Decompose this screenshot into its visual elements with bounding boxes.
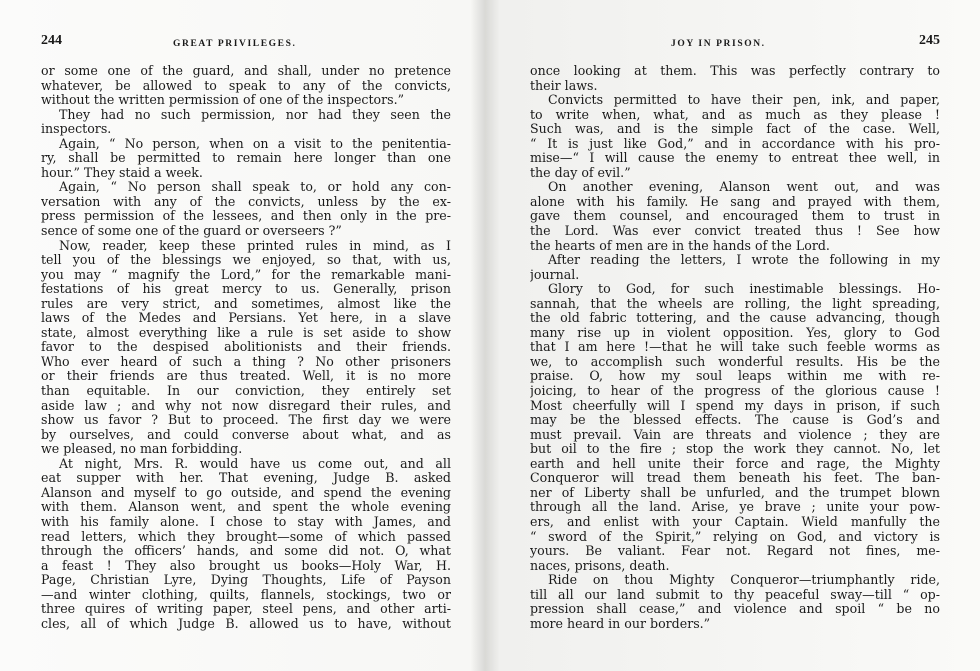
- right-page-number: 245: [919, 34, 940, 48]
- text-line: ry, shall be permitted to remain here longer than one: [41, 150, 451, 166]
- text-line: sence of some one of the guard or overseers ?”: [41, 223, 342, 239]
- text-line: yours. Be valiant. Fear not. Regard not fines, me-: [530, 543, 940, 559]
- text-line: They had no such permission, nor had they seen the: [59, 106, 451, 122]
- text-line: “ sword of the Spirit,” relying on God, and victory is: [530, 528, 940, 544]
- text-line: than equitable. In our conviction, they entirely set: [41, 383, 451, 399]
- right-page-body: [530, 64, 940, 631]
- text-line: through all the land. Arise, ye brave ; unite your pow-: [530, 499, 940, 515]
- text-line: with his family alone. I chose to stay with James, and: [41, 513, 451, 529]
- text-line: praise. O, how my soul leaps within me with re-: [530, 368, 940, 384]
- text-line: pression shall cease,” and violence and spoil “ be no: [530, 601, 940, 617]
- text-line: inspectors.: [41, 121, 112, 137]
- text-line: Glory to God, for such inestimable blessings. Ho-: [548, 281, 940, 297]
- left-page: [41, 34, 451, 664]
- text-line: Ride on thou Mighty Conqueror—triumphantly ride,: [548, 572, 940, 588]
- right-running-head: JOY IN PRISON.: [671, 39, 766, 49]
- text-line: tell you of the blessings we enjoyed, so that, with us,: [41, 252, 451, 268]
- text-line: Convicts permitted to have their pen, ink, and paper,: [548, 92, 940, 108]
- text-line: we, to accomplish such wonderful results. His be the: [530, 353, 940, 369]
- text-line: On another evening, Alanson went out, and was: [548, 179, 940, 195]
- text-line: Most cheerfully will I spend my days in prison, if such: [530, 397, 940, 413]
- text-line: cles, all of which Judge B. allowed us to have, without: [41, 615, 451, 631]
- text-line: but oil to the fire ; stop the work they cannot. No, let: [530, 441, 940, 457]
- text-line: many rise up in violent opposition. Yes, glory to God: [530, 324, 940, 340]
- text-line: eat supper with her. That evening, Judge B. asked: [41, 470, 451, 486]
- text-line: press permission of the lessees, and then only in the pre-: [41, 208, 451, 224]
- text-line: the day of evil.”: [530, 164, 631, 180]
- left-page-number: 244: [41, 34, 62, 48]
- text-line: a feast ! They also brought us books—Holy War, H.: [41, 557, 451, 573]
- text-line: Page, Christian Lyre, Dying Thoughts, Life of Payson: [41, 572, 451, 588]
- text-line: Now, reader, keep these printed rules in mind, as I: [59, 237, 451, 253]
- text-line: ner of Liberty shall be unfurled, and the trumpet blown: [530, 484, 940, 500]
- text-line: aside law ; and why not now disregard their rules, and: [41, 397, 451, 413]
- text-line: that I am here !—that he will take such feeble worms as: [530, 339, 940, 355]
- text-line: till all our land submit to thy peaceful sway—till “ op-: [530, 586, 940, 602]
- text-line: read letters, which they brought—some of which passed: [41, 528, 451, 544]
- text-line: alone with his family. He sang and prayed with them,: [530, 193, 940, 209]
- text-line: state, almost everything like a rule is set aside to show: [41, 324, 451, 340]
- text-line: or some one of the guard, and shall, under no pretence: [41, 63, 451, 78]
- text-line: to write when, what, and as much as they please !: [530, 106, 940, 122]
- text-line: whatever, be allowed to speak to any of the convicts,: [41, 77, 451, 93]
- text-line: Conqueror will tread them beneath his feet. The ban-: [530, 470, 940, 486]
- text-line: the hearts of men are in the hands of the Lord.: [530, 237, 830, 253]
- left-page-header: [41, 34, 451, 52]
- text-line: “ It is just like God,” and in accordance with his pro-: [530, 135, 940, 151]
- text-line: —and winter clothing, quilts, flannels, stockings, two or: [41, 586, 451, 602]
- left-running-head: GREAT PRIVILEGES.: [173, 39, 297, 49]
- left-page-body: [41, 64, 451, 631]
- text-line: rules are very strict, and sometimes, almost like the: [41, 295, 451, 311]
- text-line: once looking at them. This was perfectly contrary to: [530, 63, 940, 78]
- text-line: joicing, to hear of the progress of the glorious cause !: [530, 383, 940, 399]
- text-line: or their friends are thus treated. Well, it is no more: [41, 368, 451, 384]
- text-line: sannah, that the wheels are rolling, the light spreading,: [530, 295, 940, 311]
- text-line: laws of the Medes and Persians. Yet here, in a slave: [41, 310, 451, 326]
- text-line: the Lord. Was ever convict treated thus ! See how: [530, 223, 940, 239]
- text-line: earth and hell unite their force and rage, the Mighty: [530, 455, 940, 471]
- right-page: [530, 34, 940, 664]
- text-line: At night, Mrs. R. would have us come out, and all: [59, 455, 451, 471]
- text-line: the old fabric tottering, and the cause advancing, though: [530, 310, 940, 326]
- text-line: hour.” They staid a week.: [41, 164, 203, 180]
- text-line: show us favor ? But to proceed. The first day we were: [41, 412, 451, 428]
- text-line: you may “ magnify the Lord,” for the remarkable mani-: [41, 266, 451, 282]
- text-line: we pleased, no man forbidding.: [41, 441, 243, 457]
- text-line: Such was, and is the simple fact of the case. Well,: [530, 121, 940, 137]
- text-line: Again, “ No person, when on a visit to the penitentia-: [59, 135, 451, 151]
- text-line: favor to the despised abolitionists and their friends.: [41, 339, 451, 355]
- text-line: more heard in our borders.”: [530, 615, 711, 631]
- text-line: with them. Alanson went, and spent the whole evening: [41, 499, 451, 515]
- text-line: by ourselves, and could converse about what, and as: [41, 426, 451, 442]
- text-line: Alanson and myself to go outside, and spend the evening: [41, 484, 451, 500]
- text-line: ers, and enlist with your Captain. Wield manfully the: [530, 513, 940, 529]
- text-line: Again, “ No person shall speak to, or hold any con-: [59, 179, 451, 195]
- text-line: three quires of writing paper, steel pens, and other arti-: [41, 601, 451, 617]
- text-line: After reading the letters, I wrote the following in my: [548, 252, 940, 268]
- text-line: versation with any of the convicts, unless by the ex-: [41, 193, 451, 209]
- text-line: may be the blessed effects. The cause is God’s and: [530, 412, 940, 428]
- text-line: through the officers’ hands, and some did not. O, what: [41, 543, 451, 559]
- right-page-header: [530, 34, 940, 52]
- text-line: their laws.: [530, 77, 598, 93]
- text-line: gave them counsel, and encouraged them to trust in: [530, 208, 940, 224]
- text-line: mise—“ I will cause the enemy to entreat thee well, in: [530, 150, 940, 166]
- text-line: festations of his great mercy to us. Generally, prison: [41, 281, 451, 297]
- text-line: Who ever heard of such a thing ? No other prisoners: [41, 353, 451, 369]
- text-line: without the written permission of one of the inspectors.”: [41, 92, 405, 108]
- text-line: naces, prisons, death.: [530, 557, 670, 573]
- text-line: must prevail. Vain are threats and violence ; they are: [530, 426, 940, 442]
- text-line: journal.: [530, 266, 580, 282]
